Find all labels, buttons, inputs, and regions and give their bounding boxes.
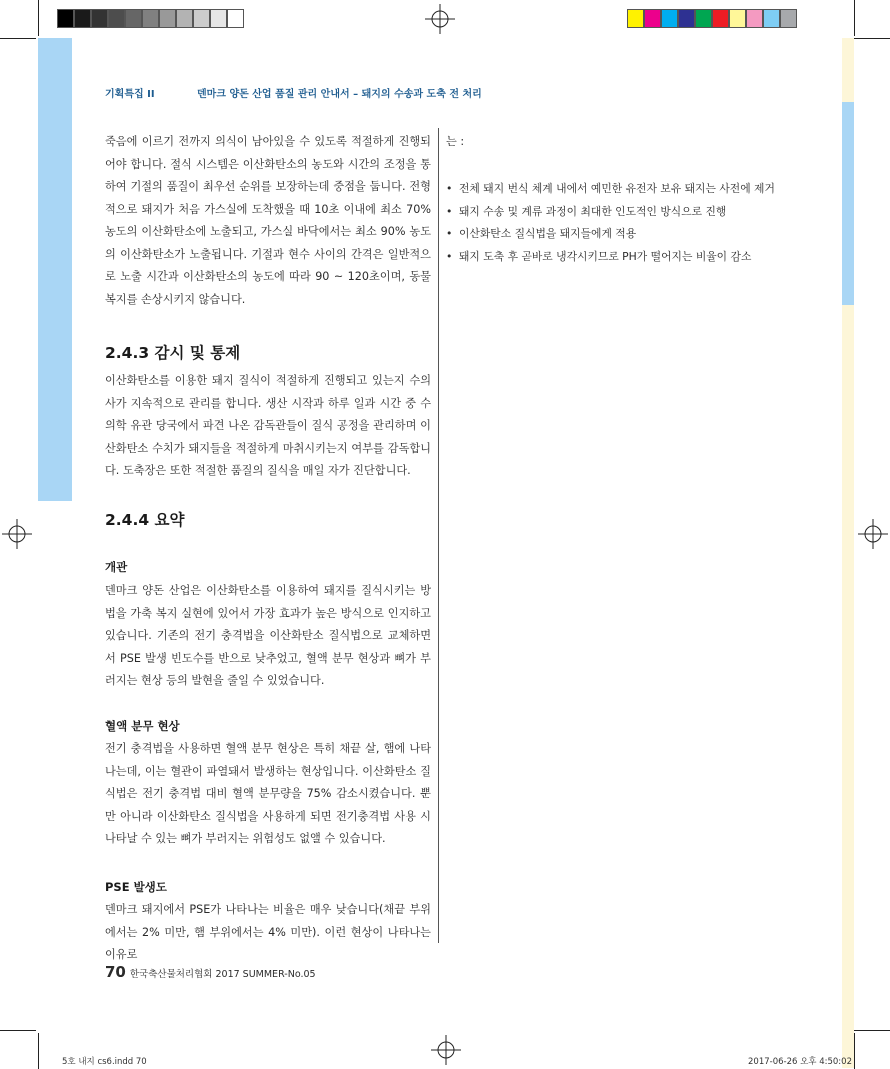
- running-header: [105, 85, 482, 100]
- registration-mark-icon: [425, 4, 455, 34]
- color-swatch: [74, 9, 91, 28]
- color-swatch: [142, 9, 159, 28]
- continuation-text: 는 :: [446, 135, 465, 148]
- process-color-bar: [627, 9, 797, 28]
- crop-mark: [854, 1030, 890, 1031]
- grayscale-color-bar: [57, 9, 244, 28]
- color-swatch: [176, 9, 193, 28]
- right-column-continuation: [446, 131, 826, 154]
- blood-splash-body: [105, 738, 431, 851]
- slug-file-info: 5호 내지 cs6.indd 70: [62, 1057, 147, 1067]
- pse-title: PSE 발생도: [105, 880, 167, 894]
- color-swatch: [193, 9, 210, 28]
- color-swatch: [108, 9, 125, 28]
- color-swatch: [627, 9, 644, 28]
- header-title: 덴마크 양돈 산업 품질 관리 안내서 – 돼지의 수송과 도축 전 처리: [197, 89, 482, 100]
- color-swatch: [661, 9, 678, 28]
- publication-name: 한국축산물처리협회 2017 SUMMER-No.05: [129, 969, 316, 980]
- color-swatch: [763, 9, 780, 28]
- page-number: 70: [105, 963, 126, 981]
- crop-mark: [0, 38, 36, 39]
- section-243-title: 2.4.3 감시 및 통제: [105, 344, 241, 362]
- list-item: • 이산화탄소 질식법을 돼지들에게 적용: [446, 223, 836, 246]
- color-swatch: [780, 9, 797, 28]
- page-footer: [105, 962, 316, 981]
- color-swatch: [57, 9, 74, 28]
- left-accent-bar: [38, 38, 72, 501]
- color-swatch: [678, 9, 695, 28]
- color-swatch: [227, 9, 244, 28]
- crop-mark: [854, 1033, 855, 1069]
- list-item: • 전체 돼지 번식 체계 내에서 예민한 유전자 보유 돼지는 사전에 제거: [446, 178, 836, 201]
- right-accent-tab: [842, 102, 854, 305]
- color-swatch: [695, 9, 712, 28]
- color-swatch: [729, 9, 746, 28]
- list-item: • 돼지 수송 및 계류 과정이 최대한 인도적인 방식으로 진행: [446, 201, 836, 224]
- registration-mark-icon: [431, 1035, 461, 1065]
- crop-mark: [38, 0, 39, 36]
- column-divider: [438, 128, 439, 943]
- registration-mark-icon: [2, 519, 32, 549]
- list-item: • 돼지 도축 후 곧바로 냉각시키므로 PH가 떨어지는 비율이 감소: [446, 246, 836, 269]
- crop-mark: [38, 1033, 39, 1069]
- crop-mark: [0, 1030, 36, 1031]
- color-swatch: [91, 9, 108, 28]
- color-swatch: [644, 9, 661, 28]
- color-swatch: [125, 9, 142, 28]
- pse-body: [105, 899, 431, 967]
- overview-text: 덴마크 양돈 산업은 이산화탄소를 이용하여 돼지를 질식시키는 방법을 가축 복지 실현에 있어서 가장 효과가 높은 방식으로 인지하고 있습니다. 기존의 전기 충격법을 이산화탄소 질식법으로 교체하면서 PSE 발생 빈도수를 반으로 낮추었고, 혈액 분무 현상과 뼈가 부러지는 현상 등의 발현을 줄일 수 있었습니다.: [105, 584, 431, 687]
- section-243-body: [105, 370, 431, 483]
- crop-mark: [854, 38, 890, 39]
- color-swatch: [210, 9, 227, 28]
- registration-mark-icon: [858, 519, 888, 549]
- section-244-title: 2.4.4 요약: [105, 511, 185, 529]
- slug-timestamp: 2017-06-26 오후 4:50:02: [748, 1057, 852, 1067]
- pse-text: 덴마크 돼지에서 PSE가 나타나는 비율은 매우 낮습니다(채끝 부위에서는 2% 미만, 햄 부위에서는 4% 미만). 이런 현상이 나타나는 이유로: [105, 903, 431, 961]
- overview-body: [105, 580, 431, 693]
- left-column-intro: [105, 131, 431, 311]
- color-swatch: [159, 9, 176, 28]
- color-swatch: [746, 9, 763, 28]
- intro-paragraph: 죽음에 이르기 전까지 의식이 남아있을 수 있도록 적절하게 진행되어야 합니다. 절식 시스템은 이산화탄소의 농도와 시간의 조정을 통하여 기절의 품질이 최우선 순위를 보장하는데 중점을 둡니다. 전형적으로 돼지가 처음 가스실에 도착했을 때 10초 이내에 최소 70% 농도의 이산화탄소에 노출되고, 가스실 바닥에서는 최소 90% 농도의 이산화탄소가 노출됩니다. 기절과 현수 사이의 간격은 일반적으로 노출 시간과 이산화탄소의 농도에 따라 90 ~ 120초이며, 동물복지를 손상시키지 않습니다.: [105, 135, 431, 306]
- section-243-text: 이산화탄소를 이용한 돼지 질식이 적절하게 진행되고 있는지 수의사가 지속적으로 관리를 합니다. 생산 시작과 하루 일과 시간 중 수의학 유관 당국에서 파견 나온 감독관들이 질식 공정을 관리하며 이산화탄소 수치가 돼지들을 적절하게 마취시키는지 여부를 감독합니다. 도축장은 또한 적절한 품질의 질식을 매일 자가 진단합니다.: [105, 374, 431, 477]
- reasons-list: [446, 178, 836, 268]
- crop-mark: [854, 0, 855, 36]
- blood-splash-title: 혈액 분무 현상: [105, 719, 180, 733]
- blood-splash-text: 전기 충격법을 사용하면 혈액 분무 현상은 특히 채끝 살, 햄에 나타나는데, 이는 혈관이 파열돼서 발생하는 현상입니다. 이산화탄소 질식법은 전기 충격법 대비 혈액 분무량을 75% 감소시켰습니다. 뿐만 아니라 이산화탄소 질식법을 사용하게 되면 전기충격법 사용 시 나타날 수 있는 뼈가 부러지는 위험성도 없앨 수 있습니다.: [105, 742, 431, 845]
- color-swatch: [712, 9, 729, 28]
- header-section: 기획특집 II: [105, 89, 155, 100]
- overview-title: 개관: [105, 560, 128, 574]
